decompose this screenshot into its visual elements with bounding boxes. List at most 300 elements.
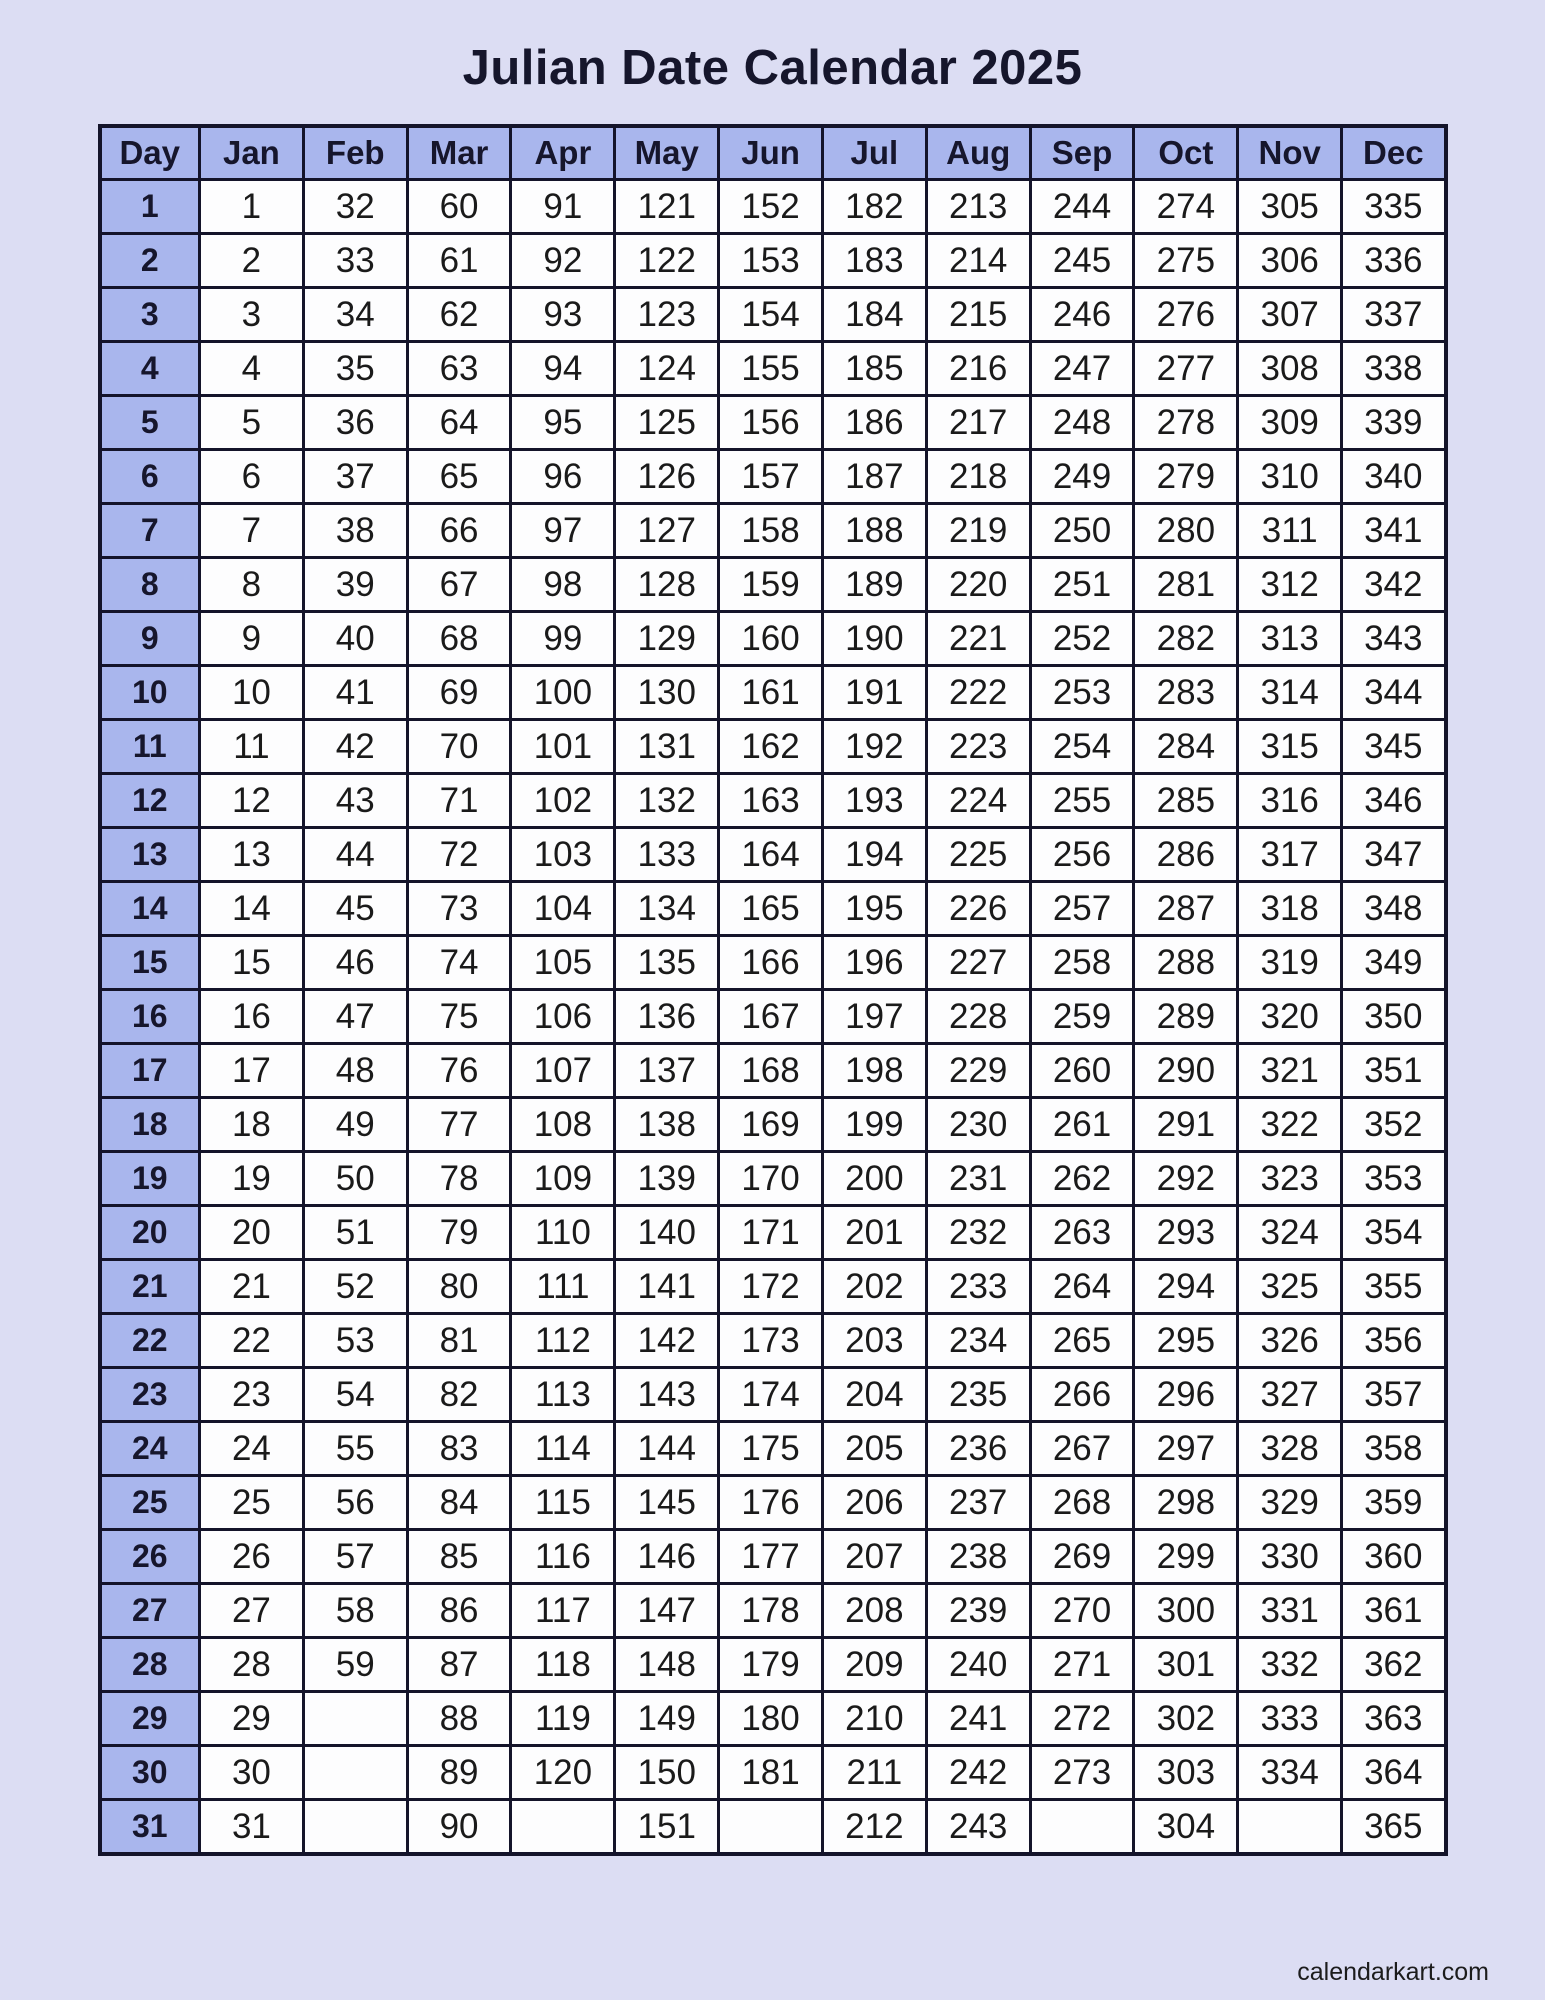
julian-date-cell-apr-25: 115 [511,1476,615,1530]
julian-date-cell-jan-22: 22 [200,1314,304,1368]
julian-date-cell-dec-14: 348 [1342,882,1446,936]
julian-date-cell-may-25: 145 [615,1476,719,1530]
julian-date-cell-may-30: 150 [615,1746,719,1800]
julian-date-cell-oct-4: 277 [1134,342,1238,396]
julian-date-cell-jul-23: 204 [822,1368,926,1422]
julian-date-cell-apr-6: 96 [511,450,615,504]
julian-date-cell-sep-25: 268 [1030,1476,1134,1530]
table-row-day-14 [100,882,1446,936]
julian-date-cell-may-28: 148 [615,1638,719,1692]
day-number-cell: 20 [100,1206,200,1260]
julian-date-cell-jan-17: 17 [200,1044,304,1098]
julian-date-cell-mar-3: 62 [407,288,511,342]
julian-date-cell-aug-5: 217 [926,396,1030,450]
day-number-cell: 19 [100,1152,200,1206]
julian-date-cell-mar-5: 64 [407,396,511,450]
julian-date-cell-mar-21: 80 [407,1260,511,1314]
julian-date-cell-nov-23: 327 [1238,1368,1342,1422]
table-row-day-22 [100,1314,1446,1368]
julian-date-cell-apr-26: 116 [511,1530,615,1584]
julian-date-cell-aug-7: 219 [926,504,1030,558]
julian-date-cell-may-6: 126 [615,450,719,504]
julian-date-cell-may-2: 122 [615,234,719,288]
julian-date-cell-sep-14: 257 [1030,882,1134,936]
julian-date-cell-jul-26: 207 [822,1530,926,1584]
julian-date-cell-dec-19: 353 [1342,1152,1446,1206]
julian-date-cell-feb-17: 48 [303,1044,407,1098]
julian-date-cell-aug-21: 233 [926,1260,1030,1314]
julian-date-cell-mar-10: 69 [407,666,511,720]
julian-date-cell-sep-31 [1030,1800,1134,1854]
julian-date-cell-feb-2: 33 [303,234,407,288]
day-number-cell: 7 [100,504,200,558]
julian-date-cell-nov-22: 326 [1238,1314,1342,1368]
julian-date-cell-oct-16: 289 [1134,990,1238,1044]
julian-date-cell-feb-27: 58 [303,1584,407,1638]
julian-date-cell-nov-10: 314 [1238,666,1342,720]
julian-date-cell-apr-17: 107 [511,1044,615,1098]
julian-date-cell-aug-19: 231 [926,1152,1030,1206]
julian-date-cell-aug-27: 239 [926,1584,1030,1638]
julian-date-cell-jan-11: 11 [200,720,304,774]
julian-date-cell-jun-3: 154 [719,288,823,342]
julian-date-cell-jul-12: 193 [822,774,926,828]
julian-date-cell-apr-11: 101 [511,720,615,774]
julian-date-cell-aug-9: 221 [926,612,1030,666]
table-row-day-6 [100,450,1446,504]
julian-date-cell-jan-15: 15 [200,936,304,990]
julian-date-cell-feb-16: 47 [303,990,407,1044]
julian-date-cell-aug-14: 226 [926,882,1030,936]
julian-date-cell-feb-13: 44 [303,828,407,882]
julian-date-cell-jan-10: 10 [200,666,304,720]
julian-date-cell-may-10: 130 [615,666,719,720]
julian-date-cell-mar-9: 68 [407,612,511,666]
julian-date-cell-jun-20: 171 [719,1206,823,1260]
julian-date-cell-jan-19: 19 [200,1152,304,1206]
table-row-day-3 [100,288,1446,342]
julian-date-cell-jul-28: 209 [822,1638,926,1692]
table-row-day-2 [100,234,1446,288]
julian-date-cell-aug-24: 236 [926,1422,1030,1476]
table-row-day-16 [100,990,1446,1044]
julian-date-cell-jan-25: 25 [200,1476,304,1530]
julian-date-cell-jun-12: 163 [719,774,823,828]
day-number-cell: 5 [100,396,200,450]
julian-date-cell-nov-20: 324 [1238,1206,1342,1260]
month-header-oct: Oct [1134,126,1238,180]
table-row-day-27 [100,1584,1446,1638]
julian-date-cell-oct-17: 290 [1134,1044,1238,1098]
table-row-day-15 [100,936,1446,990]
julian-date-cell-jan-2: 2 [200,234,304,288]
julian-date-cell-oct-20: 293 [1134,1206,1238,1260]
julian-date-cell-dec-22: 356 [1342,1314,1446,1368]
julian-date-cell-dec-31: 365 [1342,1800,1446,1854]
julian-date-cell-may-29: 149 [615,1692,719,1746]
julian-date-cell-jun-21: 172 [719,1260,823,1314]
day-number-cell: 31 [100,1800,200,1854]
day-number-cell: 12 [100,774,200,828]
julian-date-cell-jan-7: 7 [200,504,304,558]
julian-date-cell-sep-1: 244 [1030,180,1134,234]
julian-date-cell-jul-5: 186 [822,396,926,450]
julian-date-cell-jul-15: 196 [822,936,926,990]
julian-date-cell-feb-22: 53 [303,1314,407,1368]
table-row-day-20 [100,1206,1446,1260]
julian-date-cell-jul-27: 208 [822,1584,926,1638]
julian-date-cell-jul-8: 189 [822,558,926,612]
julian-date-cell-jun-6: 157 [719,450,823,504]
julian-date-cell-mar-24: 83 [407,1422,511,1476]
julian-date-cell-dec-20: 354 [1342,1206,1446,1260]
julian-date-cell-dec-2: 336 [1342,234,1446,288]
julian-date-cell-may-23: 143 [615,1368,719,1422]
julian-date-cell-jan-18: 18 [200,1098,304,1152]
julian-date-cell-jul-6: 187 [822,450,926,504]
julian-date-cell-mar-31: 90 [407,1800,511,1854]
header-row [100,126,1446,180]
site-watermark: calendarkart.com [1297,1958,1489,1986]
julian-date-cell-nov-6: 310 [1238,450,1342,504]
julian-date-cell-apr-18: 108 [511,1098,615,1152]
julian-date-cell-may-20: 140 [615,1206,719,1260]
page-title: Julian Date Calendar 2025 [462,41,1083,95]
julian-date-cell-dec-23: 357 [1342,1368,1446,1422]
julian-date-cell-mar-26: 85 [407,1530,511,1584]
julian-date-cell-dec-15: 349 [1342,936,1446,990]
julian-date-cell-mar-27: 86 [407,1584,511,1638]
julian-date-cell-feb-25: 56 [303,1476,407,1530]
julian-date-cell-feb-14: 45 [303,882,407,936]
julian-date-cell-nov-3: 307 [1238,288,1342,342]
julian-date-cell-sep-22: 265 [1030,1314,1134,1368]
julian-date-cell-jun-30: 181 [719,1746,823,1800]
julian-date-cell-jan-4: 4 [200,342,304,396]
julian-date-cell-feb-26: 57 [303,1530,407,1584]
julian-date-cell-oct-8: 281 [1134,558,1238,612]
julian-date-cell-aug-12: 224 [926,774,1030,828]
julian-date-cell-dec-30: 364 [1342,1746,1446,1800]
julian-date-cell-jul-13: 194 [822,828,926,882]
julian-date-cell-jul-30: 211 [822,1746,926,1800]
julian-date-cell-nov-17: 321 [1238,1044,1342,1098]
julian-date-cell-aug-31: 243 [926,1800,1030,1854]
julian-date-cell-oct-9: 282 [1134,612,1238,666]
julian-date-cell-dec-27: 361 [1342,1584,1446,1638]
julian-date-cell-mar-6: 65 [407,450,511,504]
julian-date-cell-sep-12: 255 [1030,774,1134,828]
julian-date-cell-dec-25: 359 [1342,1476,1446,1530]
julian-date-cell-aug-28: 240 [926,1638,1030,1692]
julian-date-cell-feb-9: 40 [303,612,407,666]
day-number-cell: 10 [100,666,200,720]
julian-date-cell-apr-4: 94 [511,342,615,396]
julian-date-cell-nov-30: 334 [1238,1746,1342,1800]
table-body [100,180,1446,1854]
julian-date-cell-oct-7: 280 [1134,504,1238,558]
julian-date-cell-jun-19: 170 [719,1152,823,1206]
julian-date-cell-feb-1: 32 [303,180,407,234]
julian-date-cell-nov-31 [1238,1800,1342,1854]
julian-date-cell-feb-28: 59 [303,1638,407,1692]
julian-date-cell-aug-10: 222 [926,666,1030,720]
julian-date-cell-oct-23: 296 [1134,1368,1238,1422]
julian-date-cell-jan-24: 24 [200,1422,304,1476]
julian-date-cell-jan-9: 9 [200,612,304,666]
table-row-day-23 [100,1368,1446,1422]
julian-date-cell-oct-13: 286 [1134,828,1238,882]
julian-date-cell-sep-5: 248 [1030,396,1134,450]
table-row-day-1 [100,180,1446,234]
julian-date-cell-jul-14: 195 [822,882,926,936]
julian-date-cell-sep-26: 269 [1030,1530,1134,1584]
julian-date-cell-nov-1: 305 [1238,180,1342,234]
julian-date-cell-jun-17: 168 [719,1044,823,1098]
julian-date-cell-oct-1: 274 [1134,180,1238,234]
julian-date-cell-mar-22: 81 [407,1314,511,1368]
julian-date-cell-aug-13: 225 [926,828,1030,882]
table-row-day-5 [100,396,1446,450]
day-number-cell: 17 [100,1044,200,1098]
julian-date-cell-nov-8: 312 [1238,558,1342,612]
julian-date-cell-mar-13: 72 [407,828,511,882]
julian-date-cell-apr-15: 105 [511,936,615,990]
julian-date-cell-oct-15: 288 [1134,936,1238,990]
julian-date-cell-may-31: 151 [615,1800,719,1854]
table-row-day-10 [100,666,1446,720]
julian-date-cell-nov-11: 315 [1238,720,1342,774]
julian-date-cell-jun-13: 164 [719,828,823,882]
julian-date-cell-may-8: 128 [615,558,719,612]
julian-date-cell-apr-29: 119 [511,1692,615,1746]
day-number-cell: 8 [100,558,200,612]
julian-date-cell-jun-8: 159 [719,558,823,612]
day-number-cell: 23 [100,1368,200,1422]
julian-date-cell-feb-10: 41 [303,666,407,720]
julian-date-cell-may-1: 121 [615,180,719,234]
julian-date-cell-jul-18: 199 [822,1098,926,1152]
julian-date-cell-apr-27: 117 [511,1584,615,1638]
day-number-cell: 15 [100,936,200,990]
table-row-day-9 [100,612,1446,666]
julian-date-cell-dec-16: 350 [1342,990,1446,1044]
julian-date-cell-jul-16: 197 [822,990,926,1044]
julian-date-cell-feb-4: 35 [303,342,407,396]
month-header-aug: Aug [926,126,1030,180]
julian-date-cell-jan-16: 16 [200,990,304,1044]
julian-date-cell-apr-2: 92 [511,234,615,288]
julian-date-cell-sep-19: 262 [1030,1152,1134,1206]
julian-date-cell-aug-1: 213 [926,180,1030,234]
julian-date-cell-may-4: 124 [615,342,719,396]
julian-date-cell-sep-17: 260 [1030,1044,1134,1098]
table-row-day-17 [100,1044,1446,1098]
julian-date-cell-dec-28: 362 [1342,1638,1446,1692]
julian-date-cell-oct-5: 278 [1134,396,1238,450]
julian-date-cell-sep-11: 254 [1030,720,1134,774]
julian-date-cell-apr-5: 95 [511,396,615,450]
julian-date-cell-mar-30: 89 [407,1746,511,1800]
julian-date-cell-apr-1: 91 [511,180,615,234]
julian-date-cell-mar-17: 76 [407,1044,511,1098]
julian-date-cell-jan-12: 12 [200,774,304,828]
day-number-cell: 18 [100,1098,200,1152]
month-header-jun: Jun [719,126,823,180]
julian-date-cell-feb-8: 39 [303,558,407,612]
julian-date-cell-nov-12: 316 [1238,774,1342,828]
julian-date-cell-may-18: 138 [615,1098,719,1152]
julian-date-cell-jul-4: 185 [822,342,926,396]
julian-date-cell-sep-29: 272 [1030,1692,1134,1746]
julian-date-cell-jun-24: 175 [719,1422,823,1476]
julian-date-cell-may-13: 133 [615,828,719,882]
julian-date-cell-dec-9: 343 [1342,612,1446,666]
julian-date-cell-jun-16: 167 [719,990,823,1044]
julian-date-cell-dec-21: 355 [1342,1260,1446,1314]
julian-date-cell-apr-22: 112 [511,1314,615,1368]
table-row-day-24 [100,1422,1446,1476]
julian-date-cell-may-9: 129 [615,612,719,666]
julian-date-cell-aug-6: 218 [926,450,1030,504]
julian-date-cell-jan-1: 1 [200,180,304,234]
julian-date-cell-jul-17: 198 [822,1044,926,1098]
julian-date-cell-mar-25: 84 [407,1476,511,1530]
julian-date-cell-nov-7: 311 [1238,504,1342,558]
julian-date-cell-jun-15: 166 [719,936,823,990]
julian-date-cell-apr-24: 114 [511,1422,615,1476]
julian-date-cell-oct-12: 285 [1134,774,1238,828]
julian-date-cell-dec-1: 335 [1342,180,1446,234]
julian-date-cell-dec-3: 337 [1342,288,1446,342]
table-row-day-26 [100,1530,1446,1584]
julian-date-cell-nov-27: 331 [1238,1584,1342,1638]
julian-date-cell-sep-13: 256 [1030,828,1134,882]
julian-date-cell-aug-22: 234 [926,1314,1030,1368]
julian-date-cell-feb-7: 38 [303,504,407,558]
julian-date-cell-dec-4: 338 [1342,342,1446,396]
julian-date-cell-may-15: 135 [615,936,719,990]
julian-date-cell-sep-15: 258 [1030,936,1134,990]
julian-date-cell-mar-8: 67 [407,558,511,612]
julian-date-cell-jul-29: 210 [822,1692,926,1746]
julian-date-cell-jan-26: 26 [200,1530,304,1584]
julian-date-cell-nov-28: 332 [1238,1638,1342,1692]
julian-date-cell-dec-17: 351 [1342,1044,1446,1098]
month-header-jul: Jul [822,126,926,180]
julian-date-cell-oct-18: 291 [1134,1098,1238,1152]
table-row-day-31 [100,1800,1446,1854]
julian-date-cell-sep-6: 249 [1030,450,1134,504]
julian-date-cell-mar-11: 70 [407,720,511,774]
julian-date-cell-feb-12: 43 [303,774,407,828]
julian-date-cell-mar-29: 88 [407,1692,511,1746]
julian-date-cell-jul-24: 205 [822,1422,926,1476]
julian-date-cell-may-11: 131 [615,720,719,774]
julian-date-cell-dec-10: 344 [1342,666,1446,720]
julian-date-cell-may-17: 137 [615,1044,719,1098]
julian-date-cell-dec-18: 352 [1342,1098,1446,1152]
month-header-may: May [615,126,719,180]
julian-date-cell-oct-28: 301 [1134,1638,1238,1692]
julian-date-cell-nov-21: 325 [1238,1260,1342,1314]
julian-date-cell-dec-6: 340 [1342,450,1446,504]
day-number-cell: 9 [100,612,200,666]
julian-date-cell-apr-8: 98 [511,558,615,612]
julian-date-cell-feb-31 [303,1800,407,1854]
julian-date-cell-jul-9: 190 [822,612,926,666]
julian-date-cell-may-22: 142 [615,1314,719,1368]
julian-date-cell-oct-2: 275 [1134,234,1238,288]
julian-date-cell-mar-18: 77 [407,1098,511,1152]
table-row-day-8 [100,558,1446,612]
julian-date-cell-jul-31: 212 [822,1800,926,1854]
day-number-cell: 11 [100,720,200,774]
julian-date-cell-nov-26: 330 [1238,1530,1342,1584]
julian-date-cell-may-14: 134 [615,882,719,936]
day-column-header: Day [100,126,200,180]
julian-date-cell-apr-7: 97 [511,504,615,558]
table-row-day-28 [100,1638,1446,1692]
julian-date-cell-may-21: 141 [615,1260,719,1314]
julian-date-cell-feb-29 [303,1692,407,1746]
julian-date-cell-feb-18: 49 [303,1098,407,1152]
day-number-cell: 16 [100,990,200,1044]
julian-date-cell-aug-16: 228 [926,990,1030,1044]
table-row-day-21 [100,1260,1446,1314]
julian-date-cell-oct-25: 298 [1134,1476,1238,1530]
julian-date-cell-jun-9: 160 [719,612,823,666]
julian-date-cell-mar-16: 75 [407,990,511,1044]
month-header-mar: Mar [407,126,511,180]
julian-date-cell-nov-4: 308 [1238,342,1342,396]
julian-date-cell-apr-3: 93 [511,288,615,342]
julian-date-cell-apr-19: 109 [511,1152,615,1206]
julian-date-cell-sep-3: 246 [1030,288,1134,342]
day-number-cell: 4 [100,342,200,396]
julian-date-cell-aug-20: 232 [926,1206,1030,1260]
julian-date-cell-feb-24: 55 [303,1422,407,1476]
julian-date-cell-mar-15: 74 [407,936,511,990]
julian-date-cell-sep-20: 263 [1030,1206,1134,1260]
julian-date-table [98,124,1448,1856]
julian-date-cell-dec-7: 341 [1342,504,1446,558]
julian-date-cell-sep-27: 270 [1030,1584,1134,1638]
julian-date-cell-sep-21: 264 [1030,1260,1134,1314]
julian-date-cell-apr-9: 99 [511,612,615,666]
julian-date-cell-apr-30: 120 [511,1746,615,1800]
julian-date-cell-jun-28: 179 [719,1638,823,1692]
julian-date-cell-jun-11: 162 [719,720,823,774]
julian-date-cell-jun-23: 174 [719,1368,823,1422]
julian-date-cell-jan-3: 3 [200,288,304,342]
julian-date-cell-jun-27: 178 [719,1584,823,1638]
julian-date-cell-jan-13: 13 [200,828,304,882]
julian-date-cell-nov-18: 322 [1238,1098,1342,1152]
julian-date-cell-nov-25: 329 [1238,1476,1342,1530]
julian-date-cell-sep-16: 259 [1030,990,1134,1044]
day-number-cell: 24 [100,1422,200,1476]
julian-date-cell-apr-23: 113 [511,1368,615,1422]
julian-date-cell-apr-12: 102 [511,774,615,828]
julian-date-cell-aug-30: 242 [926,1746,1030,1800]
day-number-cell: 21 [100,1260,200,1314]
julian-date-cell-jul-20: 201 [822,1206,926,1260]
julian-date-cell-sep-10: 253 [1030,666,1134,720]
julian-date-cell-sep-30: 273 [1030,1746,1134,1800]
table-row-day-4 [100,342,1446,396]
julian-date-cell-feb-19: 50 [303,1152,407,1206]
